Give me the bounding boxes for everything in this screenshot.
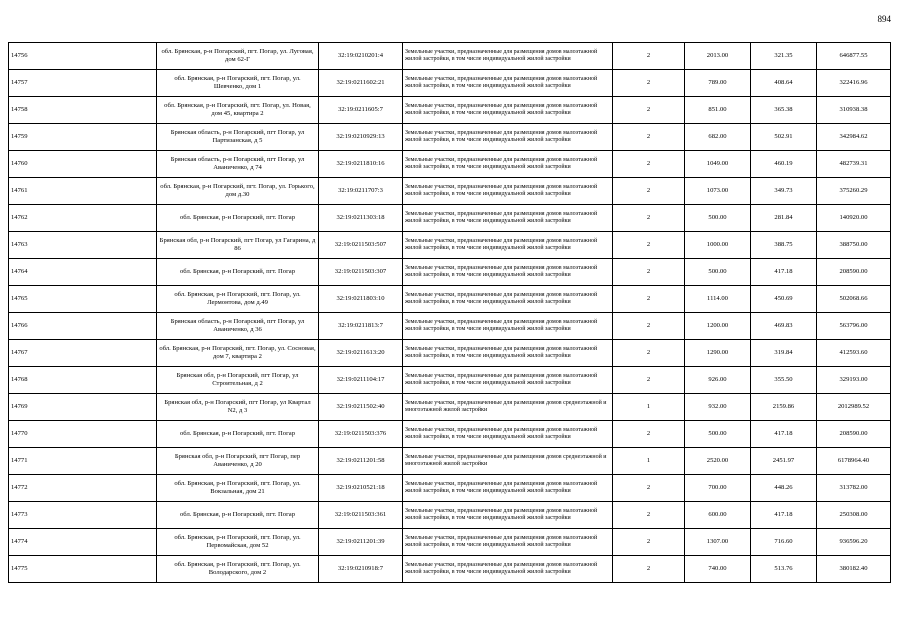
- table-row: [9, 448, 891, 475]
- group-cell: 2: [613, 43, 685, 70]
- group-cell: 2: [613, 529, 685, 556]
- land-use-cell: Земельные участки, предназначенные для размещения домов малоэтажной жилой застройки, в том числе индивидуальной жилой застройки: [403, 475, 613, 502]
- land-use-cell: Земельные участки, предназначенные для размещения домов малоэтажной жилой застройки, в том числе индивидуальной жилой застройки: [403, 529, 613, 556]
- cadastral-value-cell: 502068.66: [817, 286, 891, 313]
- unit-value-cell: 716.60: [751, 529, 817, 556]
- address-cell: Брянская обл, р-н Погарский, пгт Погар, ул Гагарина, д 86: [157, 232, 319, 259]
- cadastral-value-cell: 322416.96: [817, 70, 891, 97]
- land-use-cell: Земельные участки, предназначенные для размещения домов малоэтажной жилой застройки, в том числе индивидуальной жилой застройки: [403, 124, 613, 151]
- cadastral-value-cell: 250308.00: [817, 502, 891, 529]
- cadastral-number-cell: 32:19:0211707:3: [319, 178, 403, 205]
- cadastral-value-cell: 2012989.52: [817, 394, 891, 421]
- unit-value-cell: 513.76: [751, 556, 817, 583]
- unit-value-cell: 417.18: [751, 421, 817, 448]
- group-cell: 1: [613, 448, 685, 475]
- table-row: [9, 205, 891, 232]
- group-cell: 2: [613, 556, 685, 583]
- group-cell: 2: [613, 124, 685, 151]
- group-cell: 2: [613, 97, 685, 124]
- group-cell: 2: [613, 502, 685, 529]
- area-cell: 851.00: [685, 97, 751, 124]
- row-id-cell: 14773: [9, 502, 157, 529]
- table-row: [9, 502, 891, 529]
- address-cell: Брянская область, р-н Погарский, пгт Погар, ул Аваниченко, д 74: [157, 151, 319, 178]
- page-number: 894: [877, 14, 891, 24]
- land-use-cell: Земельные участки, предназначенные для размещения домов малоэтажной жилой застройки, в том числе индивидуальной жилой застройки: [403, 286, 613, 313]
- land-use-cell: Земельные участки, предназначенные для размещения домов малоэтажной жилой застройки, в том числе индивидуальной жилой застройки: [403, 178, 613, 205]
- row-id-cell: 14756: [9, 43, 157, 70]
- cadastral-value-cell: 412593.60: [817, 340, 891, 367]
- address-cell: обл. Брянская, р-н Погарский, пгт. Погар, ул. Шевченко, дом 1: [157, 70, 319, 97]
- cadastral-value-cell: 6178964.40: [817, 448, 891, 475]
- cadastral-number-cell: 32:19:0211503:361: [319, 502, 403, 529]
- land-use-cell: Земельные участки, предназначенные для размещения домов малоэтажной жилой застройки, в том числе индивидуальной жилой застройки: [403, 259, 613, 286]
- table-body: [9, 43, 891, 583]
- table-row: [9, 313, 891, 340]
- address-cell: Брянская обл, р-н Погарский, пгт Погар, пер Аваниченко, д 20: [157, 448, 319, 475]
- area-cell: 1200.00: [685, 313, 751, 340]
- unit-value-cell: 469.83: [751, 313, 817, 340]
- group-cell: 2: [613, 259, 685, 286]
- area-cell: 600.00: [685, 502, 751, 529]
- cadastral-number-cell: 32:19:0211201:58: [319, 448, 403, 475]
- cadastral-value-cell: 310938.38: [817, 97, 891, 124]
- cadastral-value-cell: 375260.29: [817, 178, 891, 205]
- table-row: [9, 529, 891, 556]
- land-use-cell: Земельные участки, предназначенные для размещения домов малоэтажной жилой застройки, в том числе индивидуальной жилой застройки: [403, 340, 613, 367]
- group-cell: 2: [613, 475, 685, 502]
- land-use-cell: Земельные участки, предназначенные для размещения домов малоэтажной жилой застройки, в том числе индивидуальной жилой застройки: [403, 97, 613, 124]
- cadastral-value-cell: 482739.31: [817, 151, 891, 178]
- land-use-cell: Земельные участки, предназначенные для размещения домов малоэтажной жилой застройки, в том числе индивидуальной жилой застройки: [403, 232, 613, 259]
- row-id-cell: 14760: [9, 151, 157, 178]
- cadastral-number-cell: 32:19:0210201:4: [319, 43, 403, 70]
- row-id-cell: 14757: [9, 70, 157, 97]
- group-cell: 2: [613, 151, 685, 178]
- unit-value-cell: 319.84: [751, 340, 817, 367]
- group-cell: 2: [613, 286, 685, 313]
- area-cell: 1073.00: [685, 178, 751, 205]
- area-cell: 1000.00: [685, 232, 751, 259]
- row-id-cell: 14758: [9, 97, 157, 124]
- table-row: [9, 43, 891, 70]
- cadastral-number-cell: 32:19:0211605:7: [319, 97, 403, 124]
- row-id-cell: 14771: [9, 448, 157, 475]
- unit-value-cell: 502.91: [751, 124, 817, 151]
- cadastral-number-cell: 32:19:0211810:16: [319, 151, 403, 178]
- land-use-cell: Земельные участки, предназначенные для размещения домов малоэтажной жилой застройки, в том числе индивидуальной жилой застройки: [403, 502, 613, 529]
- unit-value-cell: 365.38: [751, 97, 817, 124]
- cadastral-number-cell: 32:19:0211602:21: [319, 70, 403, 97]
- land-use-cell: Земельные участки, предназначенные для размещения домов малоэтажной жилой застройки, в том числе индивидуальной жилой застройки: [403, 367, 613, 394]
- unit-value-cell: 355.50: [751, 367, 817, 394]
- unit-value-cell: 417.18: [751, 259, 817, 286]
- cadastral-number-cell: 32:19:0210918:7: [319, 556, 403, 583]
- address-cell: обл. Брянская, р-н Погарский, пгт. Погар, ул. Володарского, дом 2: [157, 556, 319, 583]
- table-row: [9, 421, 891, 448]
- row-id-cell: 14763: [9, 232, 157, 259]
- row-id-cell: 14769: [9, 394, 157, 421]
- area-cell: 926.00: [685, 367, 751, 394]
- cadastral-value-cell: 388750.00: [817, 232, 891, 259]
- group-cell: 2: [613, 340, 685, 367]
- table-row: [9, 286, 891, 313]
- address-cell: обл. Брянская, р-н Погарский, пгт. Погар, ул. Горького, дом д.30: [157, 178, 319, 205]
- table-row: [9, 340, 891, 367]
- area-cell: 932.00: [685, 394, 751, 421]
- area-cell: 789.00: [685, 70, 751, 97]
- address-cell: Брянская область, р-н Погарский, пгт Погар, ул Аваниченко, д 36: [157, 313, 319, 340]
- group-cell: 2: [613, 178, 685, 205]
- table-row: [9, 259, 891, 286]
- group-cell: 2: [613, 232, 685, 259]
- table-row: [9, 475, 891, 502]
- area-cell: 740.00: [685, 556, 751, 583]
- address-cell: Брянская обл, р-н Погарский, пгт Погар, ул Строительная, д 2: [157, 367, 319, 394]
- area-cell: 1290.00: [685, 340, 751, 367]
- cadastral-number-cell: 32:19:0211201:39: [319, 529, 403, 556]
- unit-value-cell: 408.64: [751, 70, 817, 97]
- group-cell: 2: [613, 70, 685, 97]
- area-cell: 1114.00: [685, 286, 751, 313]
- table-row: [9, 70, 891, 97]
- cadastral-number-cell: 32:19:0210929:13: [319, 124, 403, 151]
- cadastral-value-cell: 646877.55: [817, 43, 891, 70]
- area-cell: 2013.00: [685, 43, 751, 70]
- unit-value-cell: 450.69: [751, 286, 817, 313]
- land-use-cell: Земельные участки, предназначенные для размещения домов малоэтажной жилой застройки, в том числе индивидуальной жилой застройки: [403, 151, 613, 178]
- cadastral-number-cell: 32:19:0211503:307: [319, 259, 403, 286]
- area-cell: 2520.00: [685, 448, 751, 475]
- table-row: [9, 367, 891, 394]
- cadastral-number-cell: 32:19:0211503:507: [319, 232, 403, 259]
- row-id-cell: 14770: [9, 421, 157, 448]
- address-cell: обл. Брянская, р-н Погарский, пгт. Погар: [157, 421, 319, 448]
- unit-value-cell: 2451.97: [751, 448, 817, 475]
- area-cell: 700.00: [685, 475, 751, 502]
- area-cell: 500.00: [685, 259, 751, 286]
- unit-value-cell: 281.84: [751, 205, 817, 232]
- address-cell: обл. Брянская, р-н Погарский, пгт. Погар: [157, 259, 319, 286]
- address-cell: обл. Брянская, р-н Погарский, пгт. Погар, ул. Новая, дом 45, квартира 2: [157, 97, 319, 124]
- table-row: [9, 151, 891, 178]
- address-cell: обл. Брянская, р-н Погарский, пгт. Погар: [157, 205, 319, 232]
- table-row: [9, 394, 891, 421]
- unit-value-cell: 2159.86: [751, 394, 817, 421]
- land-use-cell: Земельные участки, предназначенные для размещения домов среднеэтажной и многоэтажной жилой застройки: [403, 448, 613, 475]
- address-cell: Брянская область, р-н Погарский, пгт Погар, ул Партизанская, д 5: [157, 124, 319, 151]
- cadastral-value-cell: 140920.00: [817, 205, 891, 232]
- unit-value-cell: 417.18: [751, 502, 817, 529]
- address-cell: обл. Брянская, р-н Погарский, пгт. Погар, ул. Лермонтова, дом д.49: [157, 286, 319, 313]
- land-use-cell: Земельные участки, предназначенные для размещения домов малоэтажной жилой застройки, в том числе индивидуальной жилой застройки: [403, 556, 613, 583]
- land-use-cell: Земельные участки, предназначенные для размещения домов среднеэтажной и многоэтажной жилой застройки: [403, 394, 613, 421]
- land-use-cell: Земельные участки, предназначенные для размещения домов малоэтажной жилой застройки, в том числе индивидуальной жилой застройки: [403, 70, 613, 97]
- cadastral-number-cell: 32:19:0211813:7: [319, 313, 403, 340]
- unit-value-cell: 460.19: [751, 151, 817, 178]
- unit-value-cell: 349.73: [751, 178, 817, 205]
- land-use-cell: Земельные участки, предназначенные для размещения домов малоэтажной жилой застройки, в том числе индивидуальной жилой застройки: [403, 43, 613, 70]
- cadastral-number-cell: 32:19:0211803:10: [319, 286, 403, 313]
- address-cell: обл. Брянская, р-н Погарский, пгт. Погар, ул. Луговая, дом 62-Г: [157, 43, 319, 70]
- table-row: [9, 178, 891, 205]
- row-id-cell: 14767: [9, 340, 157, 367]
- cadastral-value-cell: 208590.00: [817, 421, 891, 448]
- row-id-cell: 14774: [9, 529, 157, 556]
- row-id-cell: 14759: [9, 124, 157, 151]
- table-row: [9, 124, 891, 151]
- land-use-cell: Земельные участки, предназначенные для размещения домов малоэтажной жилой застройки, в том числе индивидуальной жилой застройки: [403, 313, 613, 340]
- address-cell: обл. Брянская, р-н Погарский, пгт. Погар, ул. Сосновая, дом 7, квартира 2: [157, 340, 319, 367]
- unit-value-cell: 321.35: [751, 43, 817, 70]
- address-cell: обл. Брянская, р-н Погарский, пгт. Погар, ул. Вокзальная, дом 21: [157, 475, 319, 502]
- area-cell: 1049.00: [685, 151, 751, 178]
- row-id-cell: 14764: [9, 259, 157, 286]
- cadastral-value-cell: 208590.00: [817, 259, 891, 286]
- address-cell: Брянская обл, р-н Погарский, пгт Погар, ул Квартал N2, д 3: [157, 394, 319, 421]
- cadastral-number-cell: 32:19:0211104:17: [319, 367, 403, 394]
- row-id-cell: 14765: [9, 286, 157, 313]
- group-cell: 1: [613, 394, 685, 421]
- cadastral-value-table: [8, 42, 891, 583]
- row-id-cell: 14761: [9, 178, 157, 205]
- area-cell: 682.00: [685, 124, 751, 151]
- table-row: [9, 556, 891, 583]
- cadastral-value-cell: 313782.00: [817, 475, 891, 502]
- row-id-cell: 14772: [9, 475, 157, 502]
- group-cell: 2: [613, 205, 685, 232]
- group-cell: 2: [613, 421, 685, 448]
- cadastral-number-cell: 32:19:0210521:18: [319, 475, 403, 502]
- area-cell: 1307.00: [685, 529, 751, 556]
- table-row: [9, 97, 891, 124]
- cadastral-number-cell: 32:19:0211502:40: [319, 394, 403, 421]
- cadastral-value-cell: 380182.40: [817, 556, 891, 583]
- address-cell: обл. Брянская, р-н Погарский, пгт. Погар, ул. Первомайская, дом 52: [157, 529, 319, 556]
- land-use-cell: Земельные участки, предназначенные для размещения домов малоэтажной жилой застройки, в том числе индивидуальной жилой застройки: [403, 205, 613, 232]
- row-id-cell: 14775: [9, 556, 157, 583]
- cadastral-number-cell: 32:19:0211303:18: [319, 205, 403, 232]
- row-id-cell: 14768: [9, 367, 157, 394]
- address-cell: обл. Брянская, р-н Погарский, пгт. Погар: [157, 502, 319, 529]
- cadastral-number-cell: 32:19:0211613:20: [319, 340, 403, 367]
- cadastral-value-cell: 329193.00: [817, 367, 891, 394]
- land-use-cell: Земельные участки, предназначенные для размещения домов малоэтажной жилой застройки, в том числе индивидуальной жилой застройки: [403, 421, 613, 448]
- unit-value-cell: 448.26: [751, 475, 817, 502]
- table-row: [9, 232, 891, 259]
- area-cell: 500.00: [685, 205, 751, 232]
- area-cell: 500.00: [685, 421, 751, 448]
- row-id-cell: 14766: [9, 313, 157, 340]
- unit-value-cell: 388.75: [751, 232, 817, 259]
- cadastral-number-cell: 32:19:0211503:376: [319, 421, 403, 448]
- cadastral-value-cell: 342984.62: [817, 124, 891, 151]
- row-id-cell: 14762: [9, 205, 157, 232]
- group-cell: 2: [613, 367, 685, 394]
- group-cell: 2: [613, 313, 685, 340]
- cadastral-value-cell: 563796.00: [817, 313, 891, 340]
- cadastral-value-cell: 936596.20: [817, 529, 891, 556]
